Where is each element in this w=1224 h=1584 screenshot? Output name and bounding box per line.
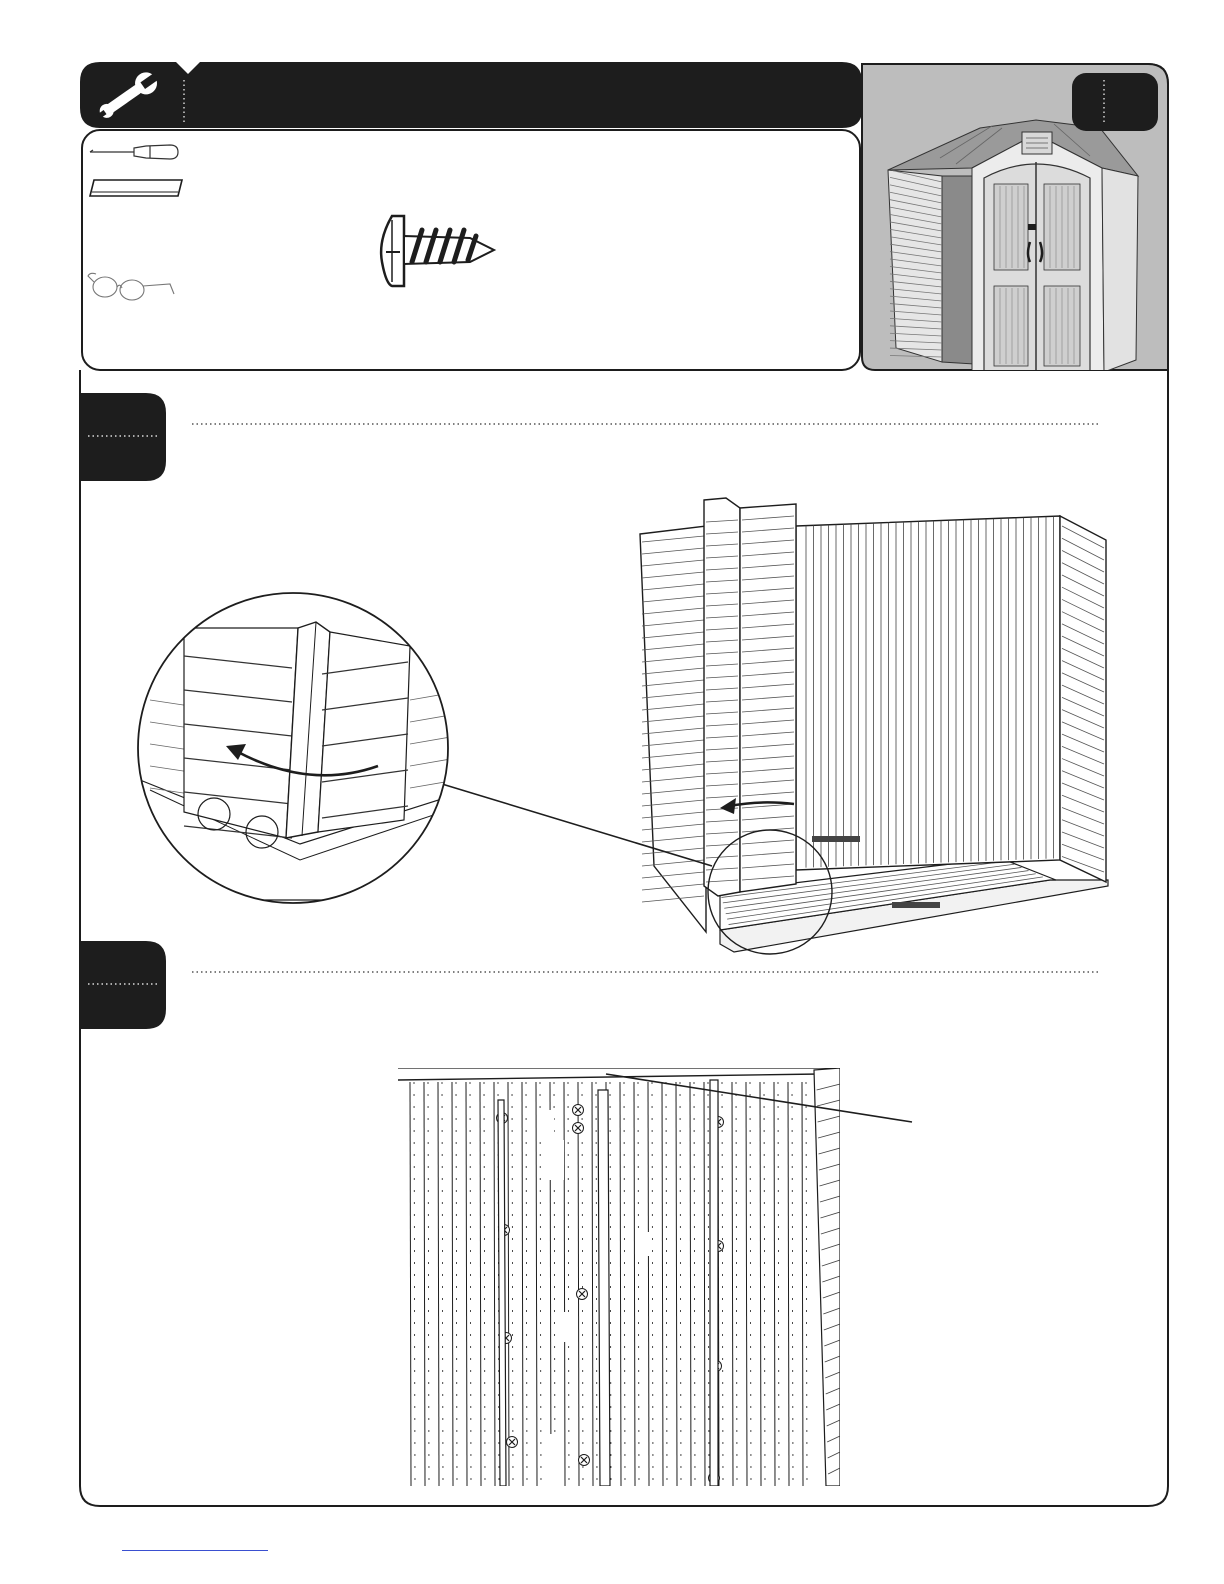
step-badge [1072, 73, 1158, 131]
step-2-illustration [396, 1068, 912, 1486]
zoom-detail [138, 593, 470, 903]
header-bar [80, 62, 862, 128]
footer-link-underline[interactable] [122, 1550, 268, 1552]
step-1-illustration [442, 498, 1108, 954]
board-icon [90, 180, 182, 196]
step-1-tab [80, 393, 1100, 481]
step-2-tab [80, 941, 1100, 1029]
